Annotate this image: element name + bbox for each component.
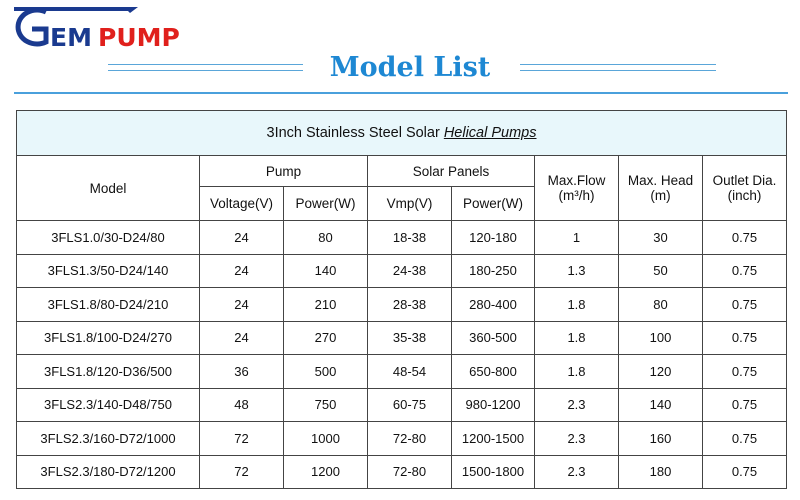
- max-head-unit: (m): [650, 188, 671, 203]
- title-decor-right-bottom: [520, 70, 716, 71]
- cell-max-flow: 2.3: [535, 422, 619, 456]
- header-pump: Pump: [200, 156, 368, 187]
- title-decor-left-top: [108, 64, 303, 65]
- cell-model: 3FLS1.8/80-D24/210: [17, 288, 200, 322]
- max-flow-label: Max.Flow: [547, 173, 606, 188]
- cell-outlet: 0.75: [703, 388, 787, 422]
- cell-model: 3FLS2.3/140-D48/750: [17, 388, 200, 422]
- cell-power: 1200: [284, 455, 368, 489]
- cell-power: 1000: [284, 422, 368, 456]
- cell-model: 3FLS2.3/160-D72/1000: [17, 422, 200, 456]
- table-row: [17, 455, 787, 489]
- header-vmp: Vmp(V): [368, 187, 452, 221]
- cell-voltage: 72: [200, 422, 284, 456]
- cell-max-head: 160: [619, 422, 703, 456]
- cell-voltage: 72: [200, 455, 284, 489]
- cell-max-flow: 1: [535, 221, 619, 255]
- title-row: [0, 48, 800, 88]
- cell-model: 3FLS1.8/100-D24/270: [17, 321, 200, 355]
- header-panel-power: Power(W): [452, 187, 535, 221]
- cell-power: 210: [284, 288, 368, 322]
- model-table: [16, 110, 787, 489]
- cell-panel-power: 650-800: [452, 355, 535, 389]
- cell-outlet: 0.75: [703, 221, 787, 255]
- table-row: [17, 221, 787, 255]
- title-decor-left-bottom: [108, 70, 303, 71]
- svg-text:PUMP: PUMP: [98, 23, 180, 50]
- table-caption: [17, 111, 787, 156]
- cell-power: 500: [284, 355, 368, 389]
- header-outlet: [703, 156, 787, 221]
- cell-vmp: 18-38: [368, 221, 452, 255]
- cell-model: 3FLS2.3/180-D72/1200: [17, 455, 200, 489]
- cell-max-flow: 1.3: [535, 254, 619, 288]
- page-title: Model List: [329, 52, 491, 83]
- cell-vmp: 60-75: [368, 388, 452, 422]
- max-head-label: Max. Head: [627, 173, 694, 188]
- cell-power: 270: [284, 321, 368, 355]
- header-model: Model: [17, 156, 200, 221]
- cell-max-flow: 1.8: [535, 288, 619, 322]
- cell-vmp: 24-38: [368, 254, 452, 288]
- cell-max-head: 50: [619, 254, 703, 288]
- caption-prefix: 3Inch Stainless Steel Solar: [266, 125, 440, 141]
- cell-voltage: 36: [200, 355, 284, 389]
- max-flow-unit: (m³/h): [558, 188, 595, 203]
- cell-voltage: 24: [200, 221, 284, 255]
- cell-vmp: 35-38: [368, 321, 452, 355]
- cell-voltage: 24: [200, 288, 284, 322]
- cell-panel-power: 1500-1800: [452, 455, 535, 489]
- cell-model: 3FLS1.8/120-D36/500: [17, 355, 200, 389]
- header-rule: [14, 92, 788, 94]
- cell-vmp: 72-80: [368, 455, 452, 489]
- table-row: [17, 355, 787, 389]
- cell-max-flow: 1.8: [535, 321, 619, 355]
- cell-model: 3FLS1.0/30-D24/80: [17, 221, 200, 255]
- cell-power: 140: [284, 254, 368, 288]
- caption-emphasis: Helical Pumps: [443, 125, 537, 141]
- cell-voltage: 24: [200, 321, 284, 355]
- cell-outlet: 0.75: [703, 422, 787, 456]
- header-power: Power(W): [284, 187, 368, 221]
- table-row: [17, 288, 787, 322]
- cell-outlet: 0.75: [703, 288, 787, 322]
- table-row: [17, 388, 787, 422]
- svg-text:EM: EM: [50, 23, 92, 50]
- cell-max-head: 140: [619, 388, 703, 422]
- cell-panel-power: 120-180: [452, 221, 535, 255]
- outlet-unit: (inch): [727, 188, 762, 203]
- title-decor-right-top: [520, 64, 716, 65]
- cell-max-head: 120: [619, 355, 703, 389]
- cell-voltage: 48: [200, 388, 284, 422]
- cell-max-head: 80: [619, 288, 703, 322]
- table-row: [17, 254, 787, 288]
- table-row: [17, 321, 787, 355]
- cell-vmp: 72-80: [368, 422, 452, 456]
- cell-outlet: 0.75: [703, 254, 787, 288]
- cell-max-flow: 2.3: [535, 388, 619, 422]
- cell-power: 80: [284, 221, 368, 255]
- cell-outlet: 0.75: [703, 355, 787, 389]
- cell-outlet: 0.75: [703, 455, 787, 489]
- cell-model: 3FLS1.3/50-D24/140: [17, 254, 200, 288]
- cell-power: 750: [284, 388, 368, 422]
- table-row: [17, 422, 787, 456]
- cell-max-head: 100: [619, 321, 703, 355]
- header-solar-panels: Solar Panels: [368, 156, 535, 187]
- header-voltage: Voltage(V): [200, 187, 284, 221]
- gempump-logo: [6, 4, 196, 50]
- cell-voltage: 24: [200, 254, 284, 288]
- cell-vmp: 48-54: [368, 355, 452, 389]
- cell-panel-power: 360-500: [452, 321, 535, 355]
- cell-outlet: 0.75: [703, 321, 787, 355]
- header-max-flow: [535, 156, 619, 221]
- cell-max-head: 180: [619, 455, 703, 489]
- cell-panel-power: 280-400: [452, 288, 535, 322]
- cell-vmp: 28-38: [368, 288, 452, 322]
- header-max-head: [619, 156, 703, 221]
- cell-max-flow: 2.3: [535, 455, 619, 489]
- cell-max-flow: 1.8: [535, 355, 619, 389]
- cell-panel-power: 980-1200: [452, 388, 535, 422]
- cell-panel-power: 180-250: [452, 254, 535, 288]
- cell-panel-power: 1200-1500: [452, 422, 535, 456]
- cell-max-head: 30: [619, 221, 703, 255]
- outlet-label: Outlet Dia.: [712, 173, 777, 188]
